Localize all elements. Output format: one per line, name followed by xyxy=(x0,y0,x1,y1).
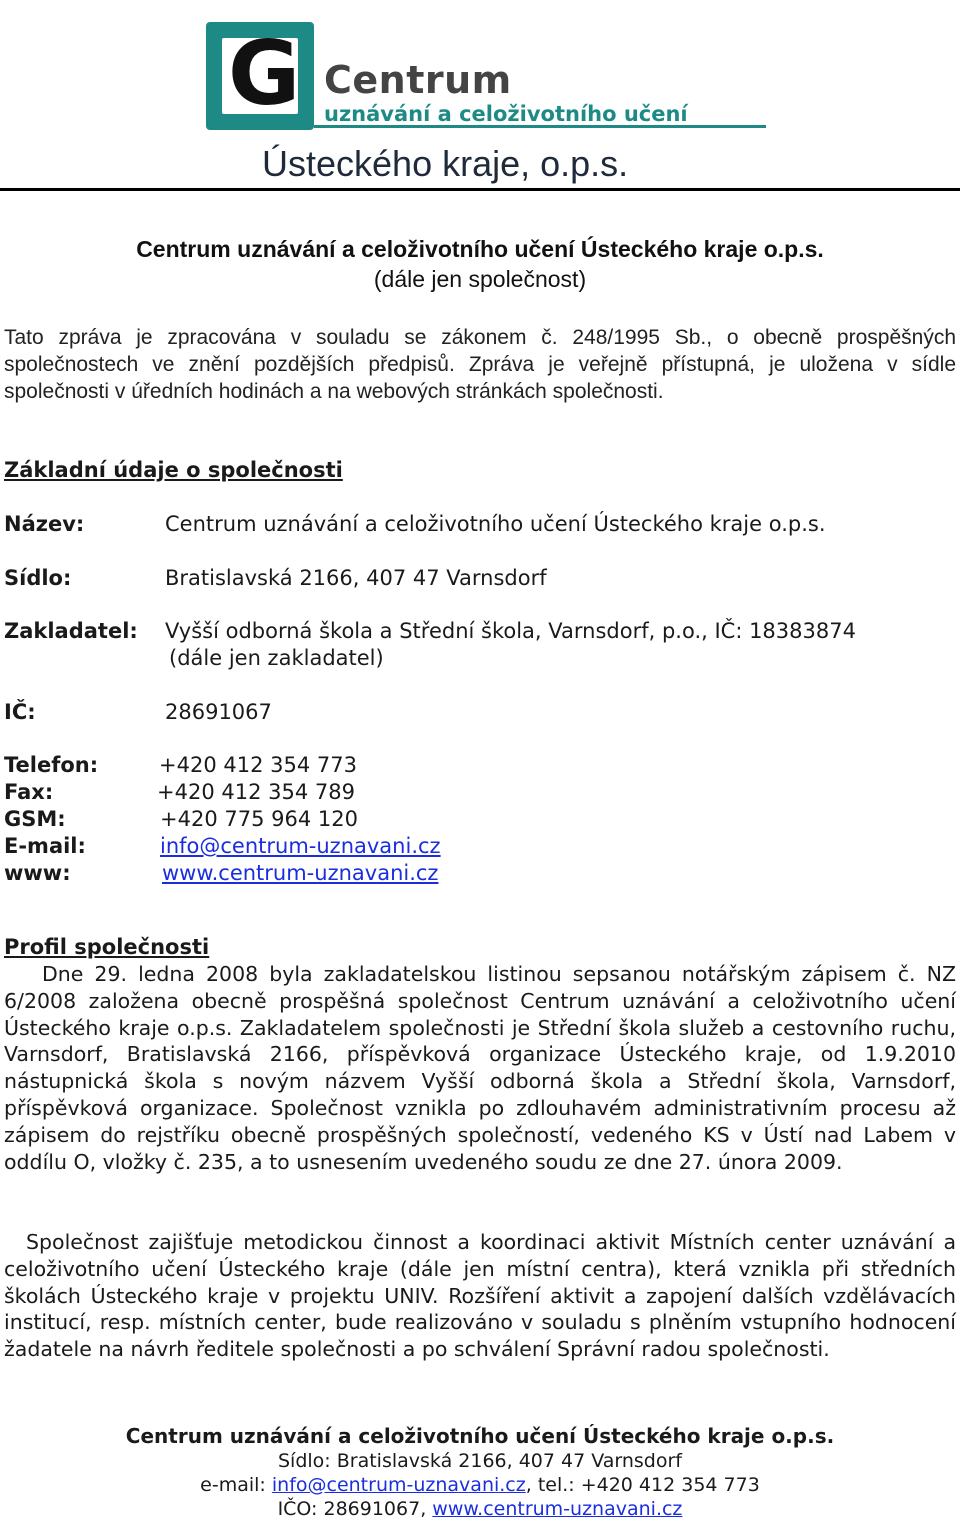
logo-subtitle: uznávání a celoživotního učení xyxy=(324,102,688,126)
footer-web-link[interactable]: www.centrum-uznavani.cz xyxy=(432,1498,683,1520)
website-link[interactable]: www.centrum-uznavani.cz xyxy=(162,861,439,885)
phone-value: +420 412 354 773 xyxy=(159,753,357,777)
footer-contact xyxy=(0,1474,960,1496)
footer-title: Centrum uznávání a celoživotního učení Ústeckého kraje o.p.s. xyxy=(125,1424,835,1448)
organization-name-heading: Centrum uznávání a celoživotního učení Ústeckého kraje o.p.s. xyxy=(136,236,824,262)
phone-label: Telefon: xyxy=(4,753,99,777)
gsm-value: +420 775 964 120 xyxy=(160,807,358,831)
basic-info-heading: Základní údaje o společnosti xyxy=(4,458,343,482)
seat-label: Sídlo: xyxy=(4,566,72,590)
footer-email-prefix: e-mail: xyxy=(200,1474,272,1496)
footer-ico xyxy=(0,1498,960,1520)
logo-letter: G xyxy=(228,22,301,125)
founder-note: (dále jen zakladatel) xyxy=(169,646,384,670)
email-link[interactable]: info@centrum-uznavani.cz xyxy=(160,834,441,858)
profile-paragraph-1: Dne 29. ledna 2008 byla zakladatelskou listinou sepsanou notářským zápisem č. NZ 6/2008 založena obecně prospěšná společnost Centrum uznávání a celoživotního učení Ústeckého kraje o.p.s. Zakladatelem společnosti je Střední škola služeb a cestovního ruchu, Varnsdorf, Bratislavská 2166, příspěvková organizace Ústeckého kraje, od 1.9.2010 nástupnická škola s novým názvem Vyšší odborná škola a Střední škola, Varnsdorf, příspěvková organizace. Společnost vznikla po zdlouhavém administrativním procesu až zápisem do rejstříku obecně prospěšných společností, vedeného KS v Ústí nad Labem v oddílu O, vložky č. 235, a to usnesením uvedeného soudu ze dne 27. února 2009. xyxy=(4,962,956,1174)
footer-address: Sídlo: Bratislavská 2166, 407 47 Varnsdorf xyxy=(277,1450,682,1472)
ic-label: IČ: xyxy=(4,700,36,724)
footer-tel: , tel.: +420 412 354 773 xyxy=(525,1474,760,1496)
logo-wordmark: Centrum xyxy=(324,58,512,102)
footer-email-link[interactable]: info@centrum-uznavani.cz xyxy=(271,1474,526,1496)
intro-paragraph: Tato zpráva je zpracována v souladu se zákonem č. 248/1995 Sb., o obecně prospěšných společnostech ve znění pozdějších předpisů. Zpráva je veřejně přístupná, je uložena v sídle společnosti v úředních hodinách a na webových stránkách společnosti. xyxy=(4,326,956,403)
fax-value: +420 412 354 789 xyxy=(157,780,355,804)
founder-value: Vyšší odborná škola a Střední škola, Varnsdorf, p.o., IČ: 18383874 xyxy=(165,619,856,643)
profile-paragraph-2: Společnost zajišťuje metodickou činnost a koordinaci aktivit Místních center uznávání a celoživotního učení Ústeckého kraje (dále jen místní centra), která vznikla při středních školách Ústeckého kraje v projektu UNIV. Rozšíření aktivit a zapojení dalších vzdělávacích institucí, resp. místních center, bude realizováno v souladu s plněním vstupního hodnocení žadatele na návrh ředitele společnosti a po schválení Správní radou společnosti. xyxy=(4,1230,956,1362)
organization-subtitle: (dále jen společnost) xyxy=(373,266,587,292)
profile-heading: Profil společnosti xyxy=(4,935,210,959)
page-title: Ústeckého kraje, o.p.s. xyxy=(262,143,629,184)
www-label: www: xyxy=(4,861,71,885)
title-divider xyxy=(0,188,960,191)
email-label: E-mail: xyxy=(4,834,86,858)
company-logo xyxy=(206,22,766,134)
fax-label: Fax: xyxy=(4,780,54,804)
name-label: Název: xyxy=(4,512,85,536)
gsm-label: GSM: xyxy=(4,807,66,831)
name-value: Centrum uznávání a celoživotního učení Ústeckého kraje o.p.s. xyxy=(165,512,826,536)
logo-badge xyxy=(206,22,314,130)
seat-value: Bratislavská 2166, 407 47 Varnsdorf xyxy=(165,566,547,590)
footer-ico-text: IČO: 28691067, xyxy=(277,1498,433,1520)
founder-label: Zakladatel: xyxy=(4,619,138,643)
ic-value: 28691067 xyxy=(165,700,272,724)
